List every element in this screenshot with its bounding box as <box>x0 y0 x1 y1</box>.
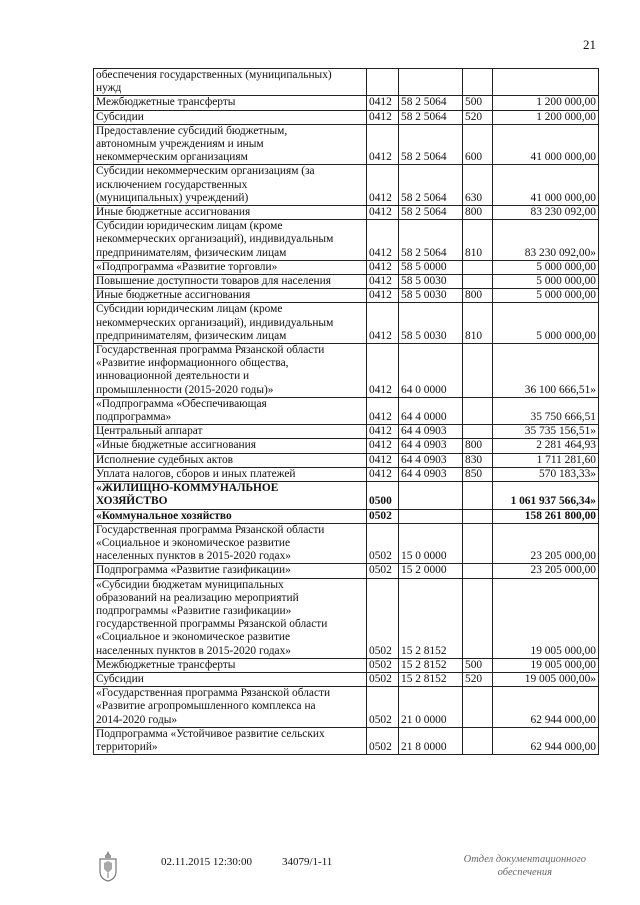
row-section-code: 0502 <box>367 727 399 754</box>
row-section-code <box>367 69 399 96</box>
row-target-code: 58 2 5064 <box>399 110 463 124</box>
row-name: Межбюджетные трансферты <box>94 96 367 110</box>
row-expense-type: 830 <box>463 453 493 467</box>
stamp-line-2: обеспечения <box>497 867 552 878</box>
row-amount: 1 061 937 566,34» <box>493 482 599 509</box>
row-section-code: 0502 <box>367 509 399 523</box>
page-number: 21 <box>583 37 596 52</box>
row-section-code: 0502 <box>367 523 399 564</box>
row-expense-type <box>463 69 493 96</box>
row-name: Межбюджетные трансферты <box>94 658 367 672</box>
row-expense-type <box>463 482 493 509</box>
row-amount: 41 000 000,00 <box>493 124 599 165</box>
row-expense-type <box>463 523 493 564</box>
row-amount: 62 944 000,00 <box>493 687 599 728</box>
row-target-code: 15 2 8152 <box>399 578 463 658</box>
row-expense-type <box>463 578 493 658</box>
row-section-code: 0412 <box>367 165 399 206</box>
footer-doc-number: 34079/1-11 <box>282 856 333 868</box>
row-section-code: 0412 <box>367 303 399 344</box>
table-row <box>94 165 599 206</box>
table-row <box>94 467 599 481</box>
row-amount: 41 000 000,00 <box>493 165 599 206</box>
row-target-code: 15 2 8152 <box>399 658 463 672</box>
table-row <box>94 303 599 344</box>
row-name: «Государственная программа Рязанской области «Развитие агропромышленного комплекса на 2014-2020 годы» <box>94 687 367 728</box>
table-row <box>94 96 599 110</box>
row-name: Подпрограмма «Устойчивое развитие сельских территорий» <box>94 727 367 754</box>
row-section-code: 0412 <box>367 275 399 289</box>
row-amount: 5 000 000,00 <box>493 289 599 303</box>
row-expense-type: 520 <box>463 672 493 686</box>
row-target-code: 58 2 5064 <box>399 165 463 206</box>
table-row <box>94 727 599 754</box>
row-target-code: 58 5 0000 <box>399 260 463 274</box>
row-section-code: 0502 <box>367 658 399 672</box>
row-amount: 35 750 666,51 <box>493 397 599 424</box>
row-expense-type: 500 <box>463 96 493 110</box>
row-name: Подпрограмма «Развитие газификации» <box>94 564 367 578</box>
row-section-code: 0502 <box>367 687 399 728</box>
row-section-code: 0502 <box>367 564 399 578</box>
row-amount: 5 000 000,00 <box>493 303 599 344</box>
row-expense-type <box>463 727 493 754</box>
row-name: Центральный аппарат <box>94 425 367 439</box>
row-target-code: 15 0 0000 <box>399 523 463 564</box>
row-target-code: 64 0 0000 <box>399 344 463 398</box>
row-expense-type <box>463 564 493 578</box>
row-target-code <box>399 482 463 509</box>
row-amount: 35 735 156,51» <box>493 425 599 439</box>
row-expense-type: 800 <box>463 439 493 453</box>
table-row <box>94 439 599 453</box>
table-row <box>94 110 599 124</box>
table-row <box>94 124 599 165</box>
row-amount: 62 944 000,00 <box>493 727 599 754</box>
row-expense-type: 520 <box>463 110 493 124</box>
row-section-code: 0412 <box>367 467 399 481</box>
row-section-code: 0412 <box>367 260 399 274</box>
row-amount: 23 205 000,00 <box>493 523 599 564</box>
row-amount <box>493 69 599 96</box>
table-row <box>94 289 599 303</box>
row-target-code: 15 2 0000 <box>399 564 463 578</box>
table-row <box>94 687 599 728</box>
row-section-code: 0412 <box>367 289 399 303</box>
table-row <box>94 658 599 672</box>
row-target-code: 64 4 0903 <box>399 425 463 439</box>
row-target-code: 58 5 0030 <box>399 289 463 303</box>
row-expense-type <box>463 425 493 439</box>
row-target-code: 58 5 0030 <box>399 275 463 289</box>
row-amount: 158 261 800,00 <box>493 509 599 523</box>
row-amount: 2 281 464,93 <box>493 439 599 453</box>
row-name: «Субсидии бюджетам муниципальных образований на реализацию мероприятий подпрограммы «Развитие газификации» государственной программы Рязанской области «Социальное и экономическое развитие населенных пунктов в 2015-2020 годах» <box>94 578 367 658</box>
row-name: Предоставление субсидий бюджетным, автономным учреждениям и иным некоммерческим организациям <box>94 124 367 165</box>
row-section-code: 0500 <box>367 482 399 509</box>
row-section-code: 0412 <box>367 96 399 110</box>
row-amount: 83 230 092,00 <box>493 206 599 220</box>
table-row <box>94 397 599 424</box>
row-section-code: 0412 <box>367 110 399 124</box>
row-target-code: 58 2 5064 <box>399 220 463 261</box>
row-expense-type <box>463 344 493 398</box>
row-amount: 19 005 000,00 <box>493 578 599 658</box>
row-name: «Иные бюджетные ассигнования <box>94 439 367 453</box>
row-expense-type <box>463 397 493 424</box>
row-expense-type: 850 <box>463 467 493 481</box>
row-expense-type <box>463 275 493 289</box>
row-name: Субсидии <box>94 672 367 686</box>
row-amount: 19 005 000,00» <box>493 672 599 686</box>
footer-date: 02.11.2015 12:30:00 <box>161 856 252 868</box>
table-row <box>94 275 599 289</box>
table-row <box>94 564 599 578</box>
row-target-code: 64 4 0903 <box>399 453 463 467</box>
row-expense-type: 810 <box>463 303 493 344</box>
row-name: Государственная программа Рязанской области «Социальное и экономическое развитие населенных пунктов в 2015-2020 годах» <box>94 523 367 564</box>
table-row <box>94 260 599 274</box>
row-name: обеспечения государственных (муниципальных) нужд <box>94 69 367 96</box>
table-row <box>94 69 599 96</box>
row-target-code: 58 5 0030 <box>399 303 463 344</box>
row-expense-type: 600 <box>463 124 493 165</box>
row-name: Субсидии <box>94 110 367 124</box>
row-expense-type: 630 <box>463 165 493 206</box>
row-section-code: 0412 <box>367 206 399 220</box>
row-amount: 5 000 000,00 <box>493 275 599 289</box>
row-expense-type <box>463 509 493 523</box>
row-amount: 19 005 000,00 <box>493 658 599 672</box>
row-section-code: 0502 <box>367 672 399 686</box>
row-section-code: 0412 <box>367 124 399 165</box>
row-target-code: 58 2 5064 <box>399 206 463 220</box>
row-target-code: 58 2 5064 <box>399 124 463 165</box>
row-target-code: 21 0 0000 <box>399 687 463 728</box>
row-amount: 36 100 666,51» <box>493 344 599 398</box>
row-section-code: 0412 <box>367 439 399 453</box>
table-row <box>94 578 599 658</box>
row-amount: 1 200 000,00 <box>493 110 599 124</box>
row-section-code: 0412 <box>367 397 399 424</box>
budget-table <box>93 68 599 755</box>
row-target-code: 58 2 5064 <box>399 96 463 110</box>
table-row <box>94 453 599 467</box>
row-name: Исполнение судебных актов <box>94 453 367 467</box>
budget-table-body <box>94 69 599 755</box>
row-target-code <box>399 509 463 523</box>
row-amount: 83 230 092,00» <box>493 220 599 261</box>
row-expense-type: 800 <box>463 289 493 303</box>
row-section-code: 0412 <box>367 453 399 467</box>
row-amount: 5 000 000,00 <box>493 260 599 274</box>
row-expense-type: 500 <box>463 658 493 672</box>
table-row <box>94 523 599 564</box>
table-row <box>94 672 599 686</box>
stamp-line-1: Отдел документационного <box>463 854 586 865</box>
row-target-code: 15 2 8152 <box>399 672 463 686</box>
row-name: Субсидии некоммерческим организациям (за исключением государственных (муниципальных) учреждений) <box>94 165 367 206</box>
table-row <box>94 482 599 509</box>
row-name: «Подпрограмма «Обеспечивающая подпрограмма» <box>94 397 367 424</box>
row-expense-type: 800 <box>463 206 493 220</box>
row-name: Субсидии юридическим лицам (кроме некоммерческих организаций), индивидуальным предпринимателям, физическим лицам <box>94 220 367 261</box>
table-row <box>94 220 599 261</box>
row-name: Уплата налогов, сборов и иных платежей <box>94 467 367 481</box>
row-target-code: 64 4 0903 <box>399 467 463 481</box>
row-target-code <box>399 69 463 96</box>
row-name: Иные бюджетные ассигнования <box>94 206 367 220</box>
row-section-code: 0502 <box>367 578 399 658</box>
row-expense-type: 810 <box>463 220 493 261</box>
row-name: Повышение доступности товаров для населения <box>94 275 367 289</box>
row-target-code: 64 4 0000 <box>399 397 463 424</box>
row-amount: 570 183,33» <box>493 467 599 481</box>
row-target-code: 64 4 0903 <box>399 439 463 453</box>
row-amount: 1 711 281,60 <box>493 453 599 467</box>
table-row <box>94 509 599 523</box>
table-row <box>94 206 599 220</box>
row-expense-type <box>463 687 493 728</box>
row-name: Государственная программа Рязанской области «Развитие информационного общества, инновационной деятельности и промышленности (2015-2020 годы)» <box>94 344 367 398</box>
row-name: «ЖИЛИЩНО-КОММУНАЛЬНОЕ ХОЗЯЙСТВО <box>94 482 367 509</box>
row-expense-type <box>463 260 493 274</box>
row-name: «Коммунальное хозяйство <box>94 509 367 523</box>
table-row <box>94 425 599 439</box>
row-section-code: 0412 <box>367 344 399 398</box>
row-name: «Подпрограмма «Развитие торговли» <box>94 260 367 274</box>
row-target-code: 21 8 0000 <box>399 727 463 754</box>
row-amount: 1 200 000,00 <box>493 96 599 110</box>
row-amount: 23 205 000,00 <box>493 564 599 578</box>
table-row <box>94 344 599 398</box>
row-name: Иные бюджетные ассигнования <box>94 289 367 303</box>
row-section-code: 0412 <box>367 220 399 261</box>
coat-of-arms-icon <box>96 849 120 883</box>
department-stamp <box>464 853 586 879</box>
row-name: Субсидии юридическим лицам (кроме некоммерческих организаций), индивидуальным предпринимателям, физическим лицам <box>94 303 367 344</box>
row-section-code: 0412 <box>367 425 399 439</box>
